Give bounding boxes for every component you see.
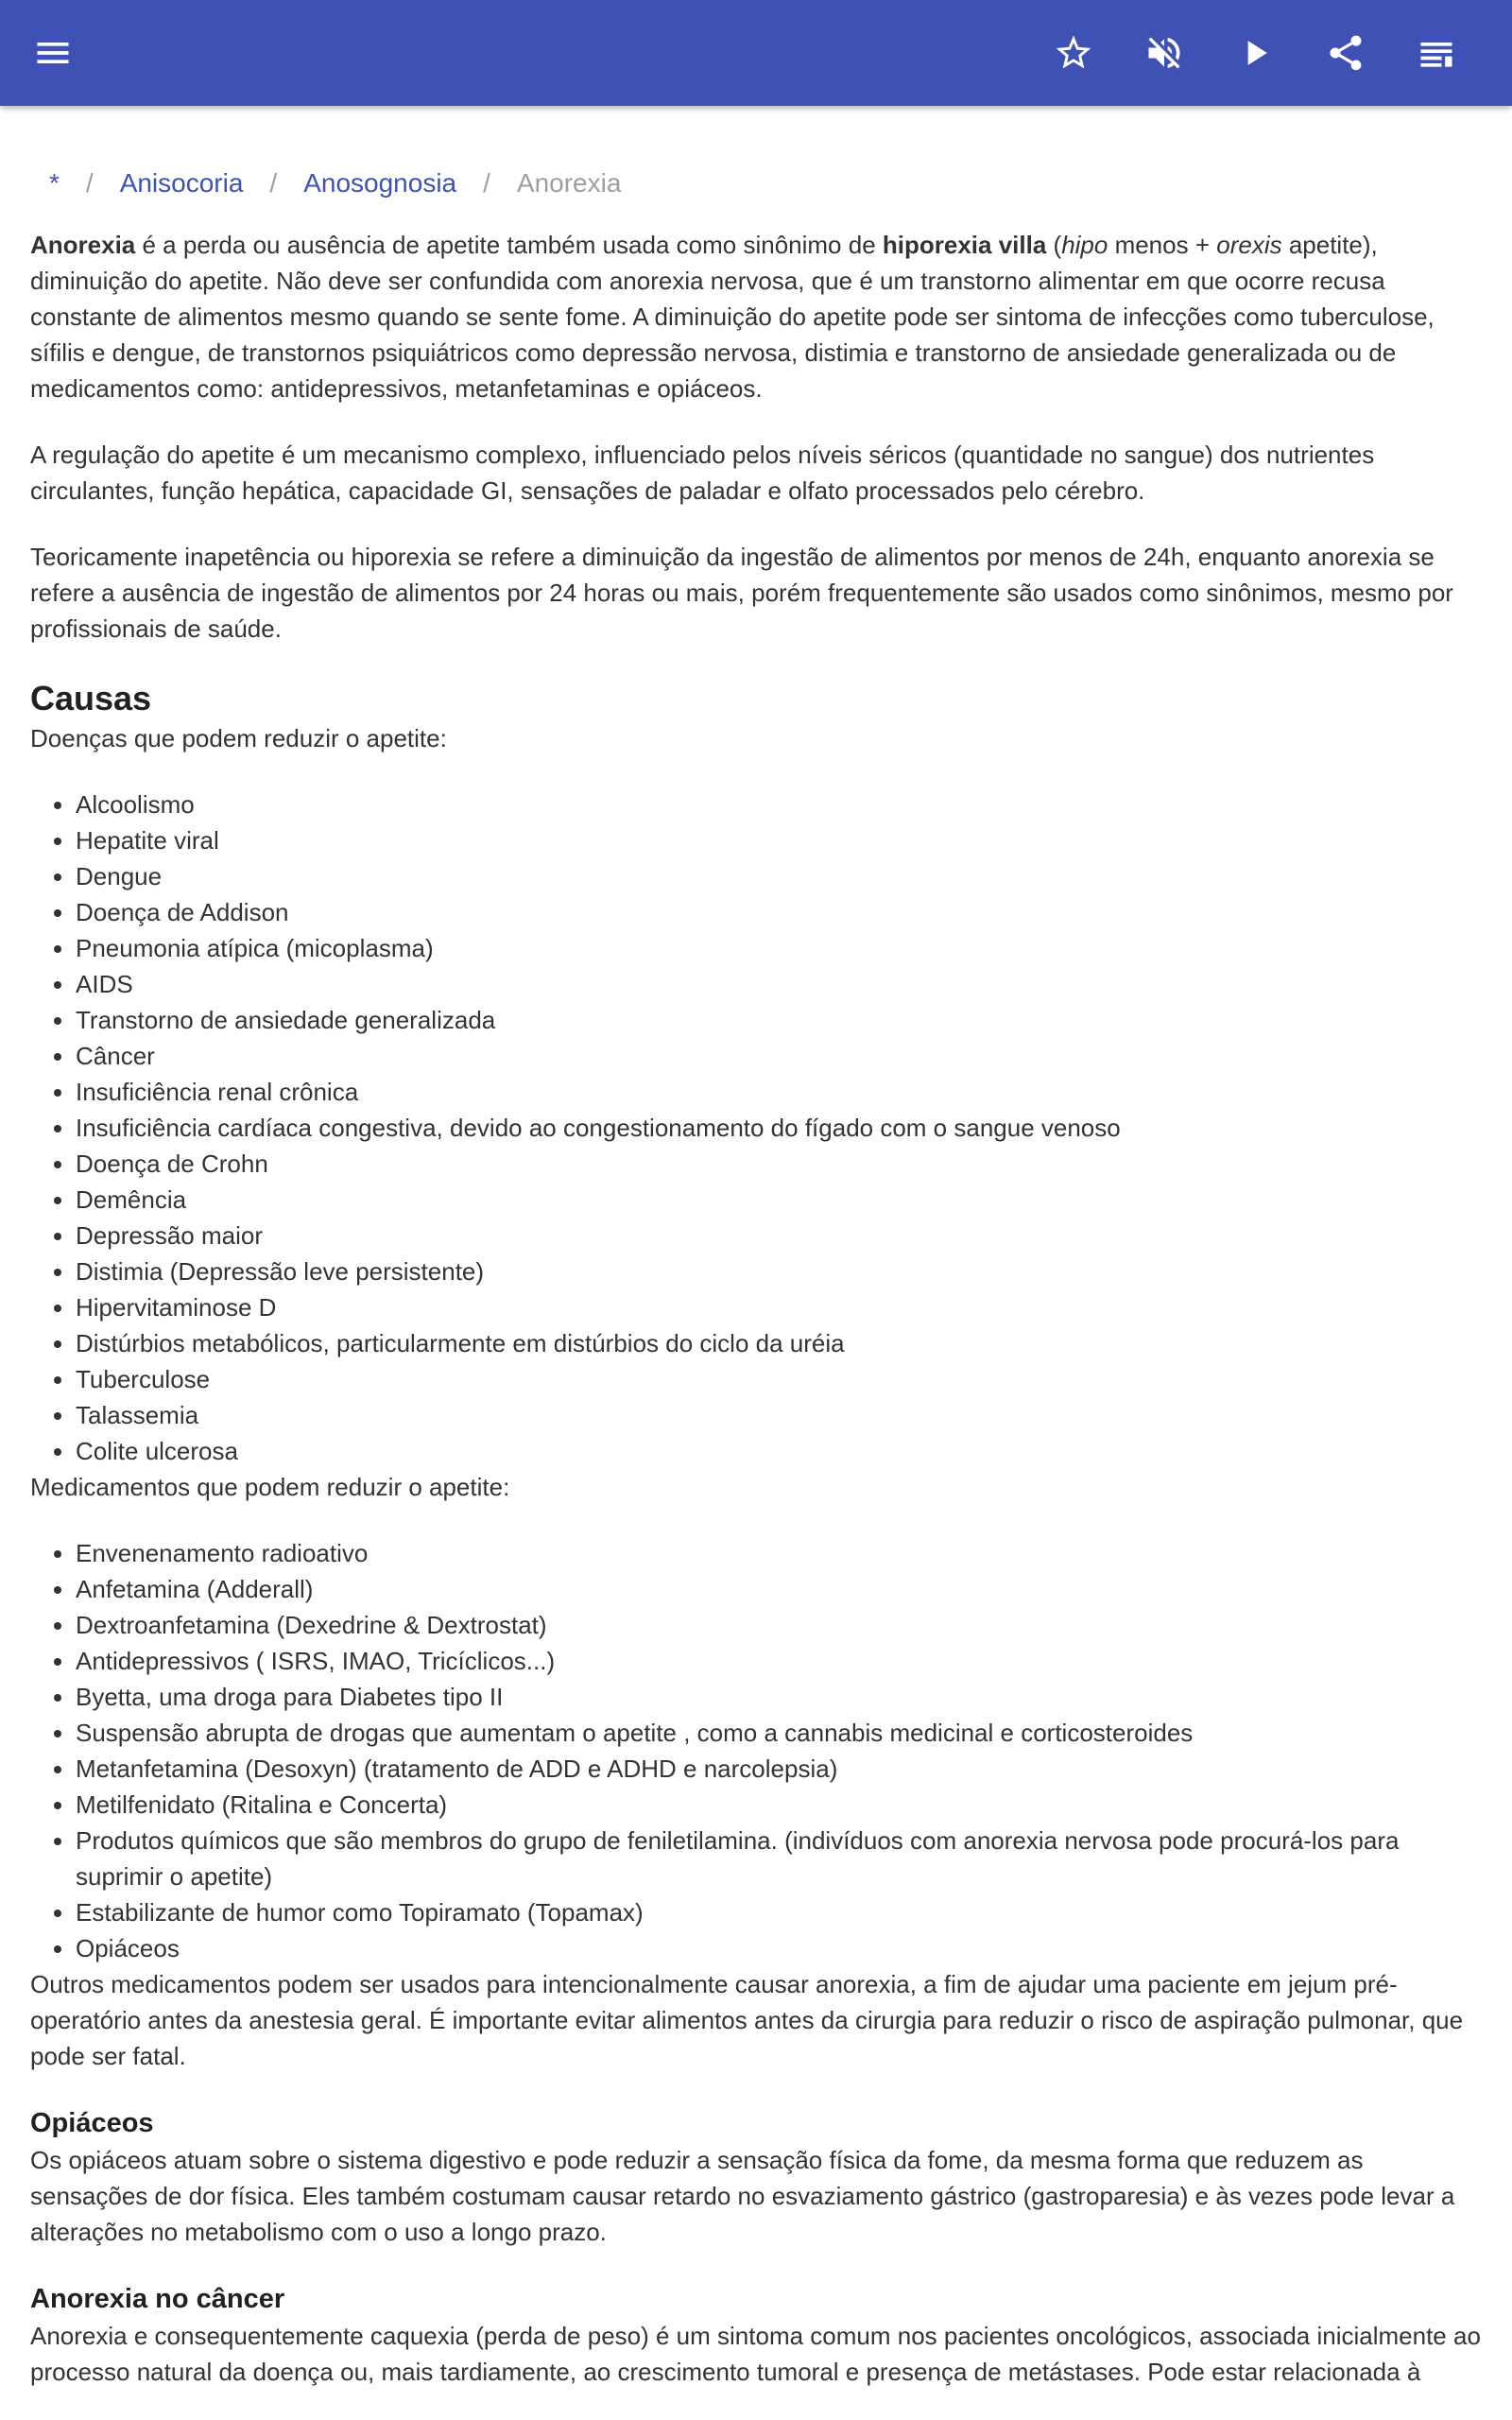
volume-off-icon xyxy=(1143,32,1185,74)
section-heading-causes: Causas xyxy=(30,679,152,717)
list-item: • Anfetamina (Adderall) xyxy=(76,1571,1486,1607)
breadcrumb-link-anisocoria[interactable]: Anisocoria xyxy=(119,168,244,198)
intro-em-1: hipo xyxy=(1061,231,1108,259)
share-icon xyxy=(1325,32,1366,74)
list-item: • Distimia (Depressão leve persistente) xyxy=(76,1253,1486,1289)
article-content xyxy=(30,106,1486,2420)
intro-term-2: hiporexia villa xyxy=(882,231,1047,259)
other-drugs-paragraph: Outros medicamentos podem ser usados para intencionalmente causar anorexia, a fim de ajudar uma paciente em jejum pré-operatório antes da anestesia geral. É importante evitar alimentos antes da cirurgia para reduzir o risco de aspiração pulmonar, que pode ser fatal. xyxy=(30,1970,1464,2070)
list-item: • Tuberculose xyxy=(76,1361,1486,1397)
appetite-regulation-paragraph: A regulação do apetite é um mecanismo complexo, influenciado pelos níveis séricos (quantidade no sangue) dos nutrientes circulantes, função hepática, capacidade GI, sensações de paladar e olfato processados pelo cérebro. xyxy=(30,441,1375,505)
intro-text-1: é a perda ou ausência de apetite também usada como sinônimo de xyxy=(135,231,883,259)
list-item: • Insuficiência renal crônica xyxy=(76,1074,1486,1110)
breadcrumb-current: Anorexia xyxy=(516,168,622,198)
list-item: • Produtos químicos que são membros do grupo de feniletilamina. (indivíduos com anorexia nervosa pode procurá-los para suprimir o apetite) xyxy=(76,1823,1486,1894)
menu-icon xyxy=(32,32,74,74)
play-icon xyxy=(1234,32,1276,74)
list-item: • Pneumonia atípica (micoplasma) xyxy=(76,930,1486,966)
list-item: • Doença de Crohn xyxy=(76,1146,1486,1182)
cancer-paragraph: Anorexia e consequentemente caquexia (perda de peso) é um sintoma comum nos pacientes oncológicos, associada inicialmente ao processo natural da doença ou, mais tardiamente, ao crescimento tumoral e presença de metástases. Pode estar relacionada à xyxy=(30,2322,1481,2386)
play-button[interactable] xyxy=(1223,21,1287,85)
breadcrumb-separator: / xyxy=(269,168,278,198)
diseases-list xyxy=(30,786,1486,1469)
definition-paragraph: Teoricamente inapetência ou hiporexia se refere a diminuição da ingestão de alimentos por menos de 24h, enquanto anorexia se refere a ausência de ingestão de alimentos por 24 horas ou mais, porém frequentemente são usados como sinônimos, mesmo por profissionais de saúde. xyxy=(30,543,1453,643)
list-item: • Hipervitaminose D xyxy=(76,1289,1486,1325)
list-item: • Talassemia xyxy=(76,1397,1486,1433)
list-item: • Doença de Addison xyxy=(76,894,1486,930)
list-item: • Colite ulcerosa xyxy=(76,1433,1486,1469)
intro-text-4: apetite), diminuição do apetite. Não deve ser confundida com anorexia nervosa, que é um transtorno alimentar em que ocorre recusa constante de alimentos mesmo quando se sente fome. A diminuição do apetite pode ser sintoma de infecções como tuberculose, sífilis e dengue, de transtornos psiquiátricos como depressão nervosa, distimia e transtorno de ansiedade generalizada ou de medicamentos como: antidepressivos, metanfetaminas e opiáceos. xyxy=(30,231,1435,403)
menu-button[interactable] xyxy=(21,21,85,85)
list-item: • Envenenamento radioativo xyxy=(76,1535,1486,1571)
favorite-button[interactable] xyxy=(1041,21,1106,85)
list-item: • AIDS xyxy=(76,966,1486,1002)
list-item: • Demência xyxy=(76,1182,1486,1218)
list-item: • Câncer xyxy=(76,1038,1486,1074)
breadcrumb-separator: / xyxy=(85,168,94,198)
section-heading-cancer: Anorexia no câncer xyxy=(30,2284,285,2314)
intro-paragraph xyxy=(30,227,1486,406)
drugs-list xyxy=(30,1535,1486,1966)
list-item: • Opiáceos xyxy=(76,1930,1486,1966)
list-item: • Estabilizante de humor como Topiramato (Topamax) xyxy=(76,1894,1486,1930)
mute-button[interactable] xyxy=(1132,21,1196,85)
list-item: • Distúrbios metabólicos, particularmente em distúrbios do ciclo da uréia xyxy=(76,1325,1486,1361)
list-item: • Byetta, uma droga para Diabetes tipo II xyxy=(76,1679,1486,1715)
breadcrumb xyxy=(49,164,1486,202)
breadcrumb-link-anosognosia[interactable]: Anosognosia xyxy=(303,168,457,198)
intro-term: Anorexia xyxy=(30,231,136,259)
intro-em-2: orexis xyxy=(1216,231,1282,259)
list-item: • Transtorno de ansiedade generalizada xyxy=(76,1002,1486,1038)
list-item: • Dengue xyxy=(76,858,1486,894)
app-bar xyxy=(0,0,1512,106)
opioids-paragraph: Os opiáceos atuam sobre o sistema digestivo e pode reduzir a sensação física da fome, da mesma forma que reduzem as sensações de dor física. Eles também costumam causar retardo no esvaziamento gástrico (gastroparesia) e às vezes pode levar a alterações no metabolismo com o uso a longo prazo. xyxy=(30,2146,1455,2246)
section-heading-opioids: Opiáceos xyxy=(30,2108,154,2138)
playlist-icon xyxy=(1416,32,1457,74)
list-item: • Metanfetamina (Desoxyn) (tratamento de ADD e ADHD e narcolepsia) xyxy=(76,1751,1486,1787)
share-button[interactable] xyxy=(1314,21,1378,85)
contents-button[interactable] xyxy=(1404,21,1469,85)
list-item: • Depressão maior xyxy=(76,1218,1486,1253)
star-outline-icon xyxy=(1053,32,1094,74)
list-item: • Dextroanfetamina (Dexedrine & Dextrostat) xyxy=(76,1607,1486,1643)
list-item: • Hepatite viral xyxy=(76,822,1486,858)
list-item: • Alcoolismo xyxy=(76,786,1486,822)
intro-text-3: menos + xyxy=(1108,231,1217,259)
breadcrumb-separator: / xyxy=(483,168,490,198)
diseases-intro: Doenças que podem reduzir o apetite: xyxy=(30,724,447,752)
list-item: • Metilfenidato (Ritalina e Concerta) xyxy=(76,1787,1486,1823)
list-item: • Antidepressivos ( ISRS, IMAO, Tricíclicos...) xyxy=(76,1643,1486,1679)
intro-text-2: ( xyxy=(1046,231,1062,259)
drugs-intro: Medicamentos que podem reduzir o apetite: xyxy=(30,1473,510,1501)
list-item: • Suspensão abrupta de drogas que aumentam o apetite , como a cannabis medicinal e corticosteroides xyxy=(76,1715,1486,1751)
list-item: • Insuficiência cardíaca congestiva, devido ao congestionamento do fígado com o sangue venoso xyxy=(76,1110,1486,1146)
breadcrumb-home-link[interactable]: * xyxy=(49,168,60,198)
